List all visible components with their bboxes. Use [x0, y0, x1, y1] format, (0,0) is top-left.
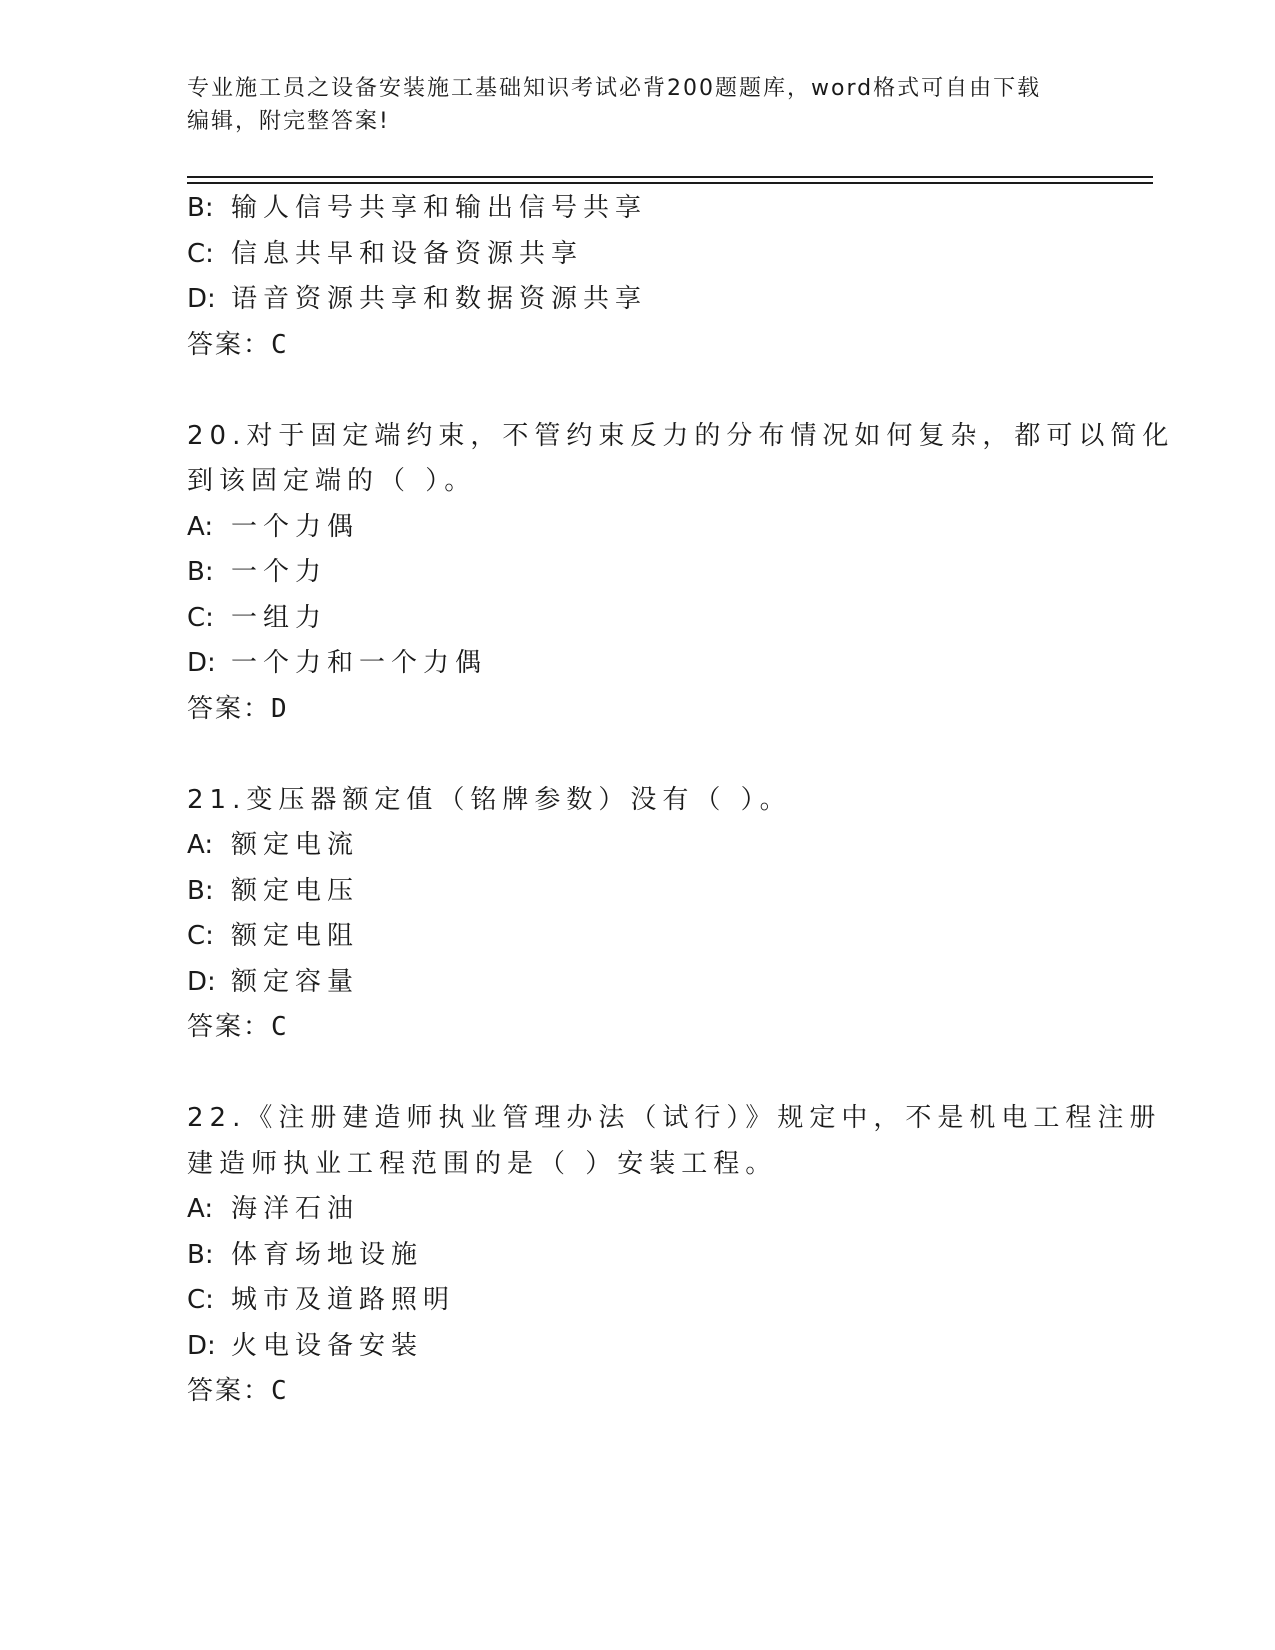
option-d: [187, 641, 1087, 687]
option-text: 信息共早和设备资源共享: [231, 238, 584, 269]
option-text: 一个力: [231, 557, 328, 587]
spacer: [187, 732, 1087, 778]
answer-value: C: [271, 329, 287, 360]
question-21: [187, 778, 1087, 1051]
option-b: [187, 1233, 1087, 1279]
answer-line: [187, 1005, 1087, 1051]
option-key: B:: [187, 1239, 214, 1270]
option-key: C:: [187, 602, 214, 633]
answer-label: 答案：: [187, 1376, 272, 1406]
option-a: [187, 823, 1087, 869]
header-rule-top: [187, 176, 1153, 178]
spacer: [187, 368, 1087, 414]
option-key: D:: [187, 284, 216, 314]
option-text: 额定电阻: [231, 921, 360, 951]
answer-line: [187, 1369, 1087, 1415]
option-c: [187, 1278, 1087, 1324]
question-stem-line-1: 22.《注册建造师执业管理办法（试行）》规定中，不是机电工程注册: [187, 1103, 1162, 1133]
option-b: [187, 186, 1087, 232]
option-key: D:: [187, 648, 216, 678]
option-key: B:: [187, 193, 214, 223]
option-d: [187, 277, 1087, 323]
header-rule-bottom: [187, 182, 1153, 184]
answer-value: D: [271, 693, 287, 724]
question-stem-line-1: 21.变压器额定值（铭牌参数）没有（ ）。: [187, 784, 792, 815]
option-text: 火电设备安装: [231, 1330, 424, 1361]
option-text: 一组力: [231, 602, 328, 633]
option-key: B:: [187, 557, 214, 587]
option-text: 额定电压: [231, 875, 360, 906]
question-stem-line-1: 20.对于固定端约束，不管约束反力的分布情况如何复杂，都可以简化: [187, 420, 1175, 451]
option-d: [187, 960, 1087, 1006]
question-22: [187, 1096, 1162, 1415]
option-key: D:: [187, 966, 216, 997]
spacer: [187, 1051, 1087, 1097]
answer-value: C: [271, 1012, 287, 1042]
document-body: [187, 186, 1175, 1415]
option-text: 一个力和一个力偶: [231, 648, 488, 678]
answer-label: 答案：: [187, 329, 272, 360]
answer-label: 答案：: [187, 1012, 272, 1042]
option-key: A:: [187, 1194, 214, 1224]
option-c: [187, 914, 1087, 960]
answer-line: [187, 687, 1087, 733]
option-a: [187, 1187, 1087, 1233]
option-text: 城市及道路照明: [231, 1285, 456, 1315]
option-b: [187, 550, 1087, 596]
option-text: 输人信号共享和输出信号共享: [231, 193, 648, 223]
option-text: 额定电流: [231, 830, 360, 860]
question-19-tail: [187, 186, 1087, 368]
question-stem-line-2: 建造师执业工程范围的是（ ）安装工程。: [187, 1148, 778, 1179]
option-text: 一个力偶: [231, 511, 360, 542]
option-key: C:: [187, 238, 214, 269]
option-c: [187, 596, 1087, 642]
question-stem-line-2: 到该固定端的（ ）。: [187, 466, 477, 496]
option-key: C:: [187, 1285, 214, 1315]
answer-line: [187, 323, 1087, 369]
option-c: [187, 232, 1087, 278]
option-text: 额定容量: [231, 966, 360, 997]
document-header: [187, 72, 1067, 138]
answer-value: C: [271, 1376, 287, 1406]
option-text: 语音资源共享和数据资源共享: [231, 284, 648, 314]
header-line-1: 专业施工员之设备安装施工基础知识考试必背200题题库，word格式可自由下载: [187, 76, 1042, 101]
question-20: [187, 414, 1175, 733]
option-key: B:: [187, 875, 214, 906]
option-key: A:: [187, 511, 214, 542]
option-text: 体育场地设施: [231, 1239, 424, 1270]
option-b: [187, 869, 1087, 915]
answer-label: 答案：: [187, 693, 272, 724]
option-a: [187, 505, 1087, 551]
option-text: 海洋石油: [231, 1194, 360, 1224]
option-key: A:: [187, 830, 214, 860]
option-d: [187, 1324, 1087, 1370]
option-key: D:: [187, 1330, 216, 1361]
header-line-2: 编辑，附完整答案!: [187, 109, 390, 134]
option-key: C:: [187, 921, 214, 951]
